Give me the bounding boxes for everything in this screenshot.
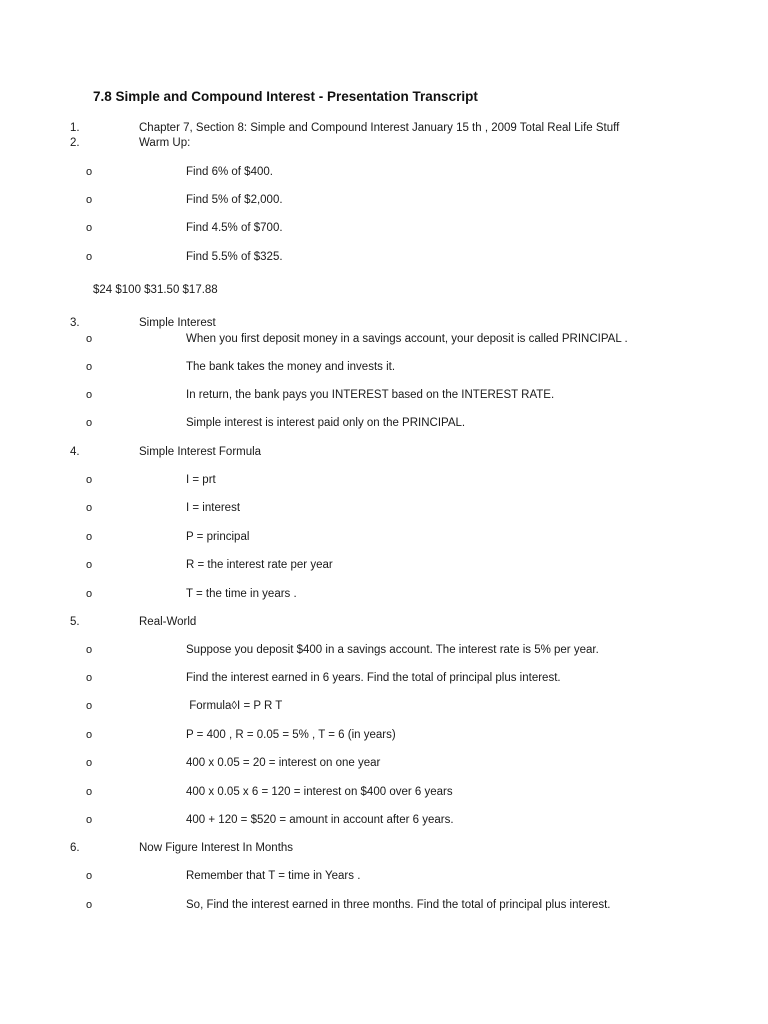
list-item: R = the interest rate per year bbox=[186, 559, 333, 571]
bullet-marker: o bbox=[86, 870, 93, 882]
list-heading: Real-World bbox=[139, 616, 197, 628]
list-number: 1. bbox=[70, 122, 80, 134]
bullet-marker: o bbox=[86, 389, 93, 401]
list-item: In return, the bank pays you INTEREST based on the INTEREST RATE. bbox=[186, 389, 555, 401]
list-item: So, Find the interest earned in three months. Find the total of principal plus interest. bbox=[186, 899, 611, 911]
list-item: P = 400 , R = 0.05 = 5% , T = 6 (in years) bbox=[186, 729, 396, 741]
bullet-marker: o bbox=[86, 194, 93, 206]
list-item: Find 5% of $2,000. bbox=[186, 194, 283, 206]
list-item: Find 5.5% of $325. bbox=[186, 251, 283, 263]
list-item: Suppose you deposit $400 in a savings account. The interest rate is 5% per year. bbox=[186, 644, 599, 656]
list-item: P = principal bbox=[186, 531, 250, 543]
bullet-marker: o bbox=[86, 899, 93, 911]
list-item: 400 x 0.05 = 20 = interest on one year bbox=[186, 757, 381, 769]
bullet-marker: o bbox=[86, 502, 93, 514]
list-item: Find 6% of $400. bbox=[186, 166, 273, 178]
bullet-marker: o bbox=[86, 672, 93, 684]
list-item: I = interest bbox=[186, 502, 241, 514]
list-item: Remember that T = time in Years . bbox=[186, 870, 361, 882]
bullet-marker: o bbox=[86, 644, 93, 656]
page-title: 7.8 Simple and Compound Interest - Presentation Transcript bbox=[93, 89, 478, 104]
list-item: Simple interest is interest paid only on the PRINCIPAL. bbox=[186, 417, 466, 429]
list-item: When you first deposit money in a savings account, your deposit is called PRINCIPAL . bbox=[186, 333, 628, 345]
list-heading: Simple Interest Formula bbox=[139, 446, 262, 458]
list-item: Formula◊I = P R T bbox=[186, 700, 283, 712]
bullet-marker: o bbox=[86, 474, 93, 486]
bullet-marker: o bbox=[86, 222, 93, 234]
list-number: 4. bbox=[70, 446, 80, 458]
list-item: Find the interest earned in 6 years. Find the total of principal plus interest. bbox=[186, 672, 561, 684]
bullet-marker: o bbox=[86, 814, 93, 826]
list-number: 3. bbox=[70, 317, 80, 329]
list-item: 400 x 0.05 x 6 = 120 = interest on $400 over 6 years bbox=[186, 786, 453, 798]
list-item: T = the time in years . bbox=[186, 588, 297, 600]
bullet-marker: o bbox=[86, 251, 93, 263]
bullet-marker: o bbox=[86, 166, 93, 178]
list-number: 5. bbox=[70, 616, 80, 628]
list-item: 400 + 120 = $520 = amount in account after 6 years. bbox=[186, 814, 454, 826]
bullet-marker: o bbox=[86, 786, 93, 798]
bullet-marker: o bbox=[86, 417, 93, 429]
bullet-marker: o bbox=[86, 333, 93, 345]
bullet-marker: o bbox=[86, 559, 93, 571]
bullet-marker: o bbox=[86, 700, 93, 712]
list-item: I = prt bbox=[186, 474, 216, 486]
list-heading: Warm Up: bbox=[139, 137, 191, 149]
list-heading: Now Figure Interest In Months bbox=[139, 842, 294, 854]
answers-line: $24 $100 $31.50 $17.88 bbox=[93, 284, 218, 296]
bullet-marker: o bbox=[86, 729, 93, 741]
list-item: Find 4.5% of $700. bbox=[186, 222, 283, 234]
list-item: The bank takes the money and invests it. bbox=[186, 361, 396, 373]
bullet-marker: o bbox=[86, 531, 93, 543]
list-number: 2. bbox=[70, 137, 80, 149]
bullet-marker: o bbox=[86, 361, 93, 373]
list-number: 6. bbox=[70, 842, 80, 854]
bullet-marker: o bbox=[86, 757, 93, 769]
list-heading: Simple Interest bbox=[139, 317, 216, 329]
list-heading: Chapter 7, Section 8: Simple and Compound Interest January 15 th , 2009 Total Real Life Stuff bbox=[139, 122, 620, 134]
bullet-marker: o bbox=[86, 588, 93, 600]
